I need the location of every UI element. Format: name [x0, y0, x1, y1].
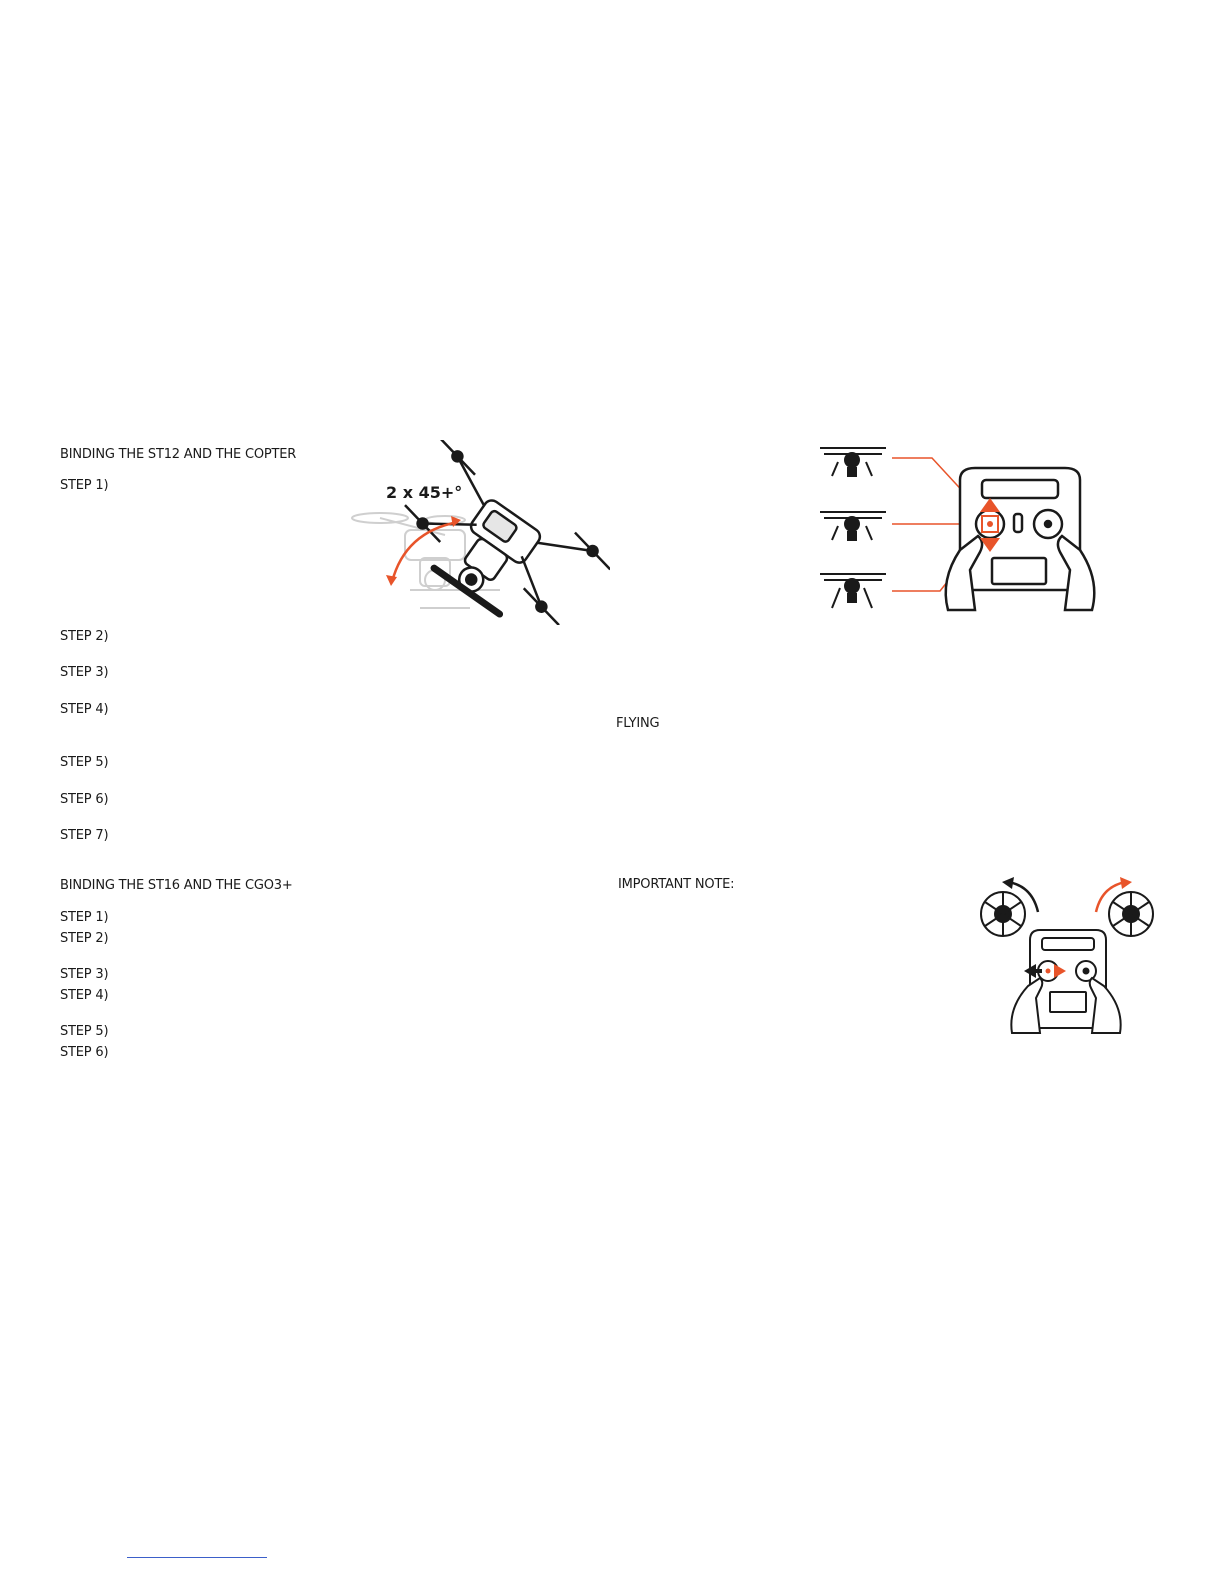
drone-top-left-icon [981, 892, 1025, 936]
drone-high-icon [820, 448, 886, 476]
section2-step-4: STEP 4) [60, 988, 109, 1003]
section1-step-7: STEP 7) [60, 828, 109, 843]
section1-step-1: STEP 1) [60, 478, 109, 493]
section1-heading: BINDING THE ST12 AND THE COPTER [60, 447, 297, 462]
section1-step-4: STEP 4) [60, 702, 109, 717]
section2-step-3: STEP 3) [60, 967, 109, 982]
section1-step-6: STEP 6) [60, 792, 109, 807]
drone-low-icon [820, 574, 886, 608]
left-stick-dot [987, 521, 993, 527]
section2-step-6: STEP 6) [60, 1045, 109, 1060]
yaw-control-figure [970, 868, 1170, 1038]
tilt-label: 2 x 45+° [386, 483, 463, 502]
arrowhead-bottom-icon [386, 575, 397, 586]
section2-step-2: STEP 2) [60, 931, 109, 946]
tilted-drone-icon [377, 440, 610, 625]
footer-link-underline [127, 1557, 267, 1558]
section1-step-5: STEP 5) [60, 755, 109, 770]
altitude-control-figure [810, 440, 1100, 620]
section2-heading: BINDING THE ST16 AND THE CGO3+ [60, 878, 293, 893]
important-note-heading: IMPORTANT NOTE: [618, 877, 735, 892]
drone-mid-icon [820, 512, 886, 540]
section2-step-1: STEP 1) [60, 910, 109, 925]
section2-step-5: STEP 5) [60, 1024, 109, 1039]
flying-heading: FLYING [616, 716, 660, 731]
drone-top-right-icon [1109, 892, 1153, 936]
drone-tilt-figure [350, 440, 610, 625]
section1-step-2: STEP 2) [60, 629, 109, 644]
small-controller-icon [1011, 930, 1120, 1033]
controller-icon [960, 468, 1080, 590]
section1-step-3: STEP 3) [60, 665, 109, 680]
